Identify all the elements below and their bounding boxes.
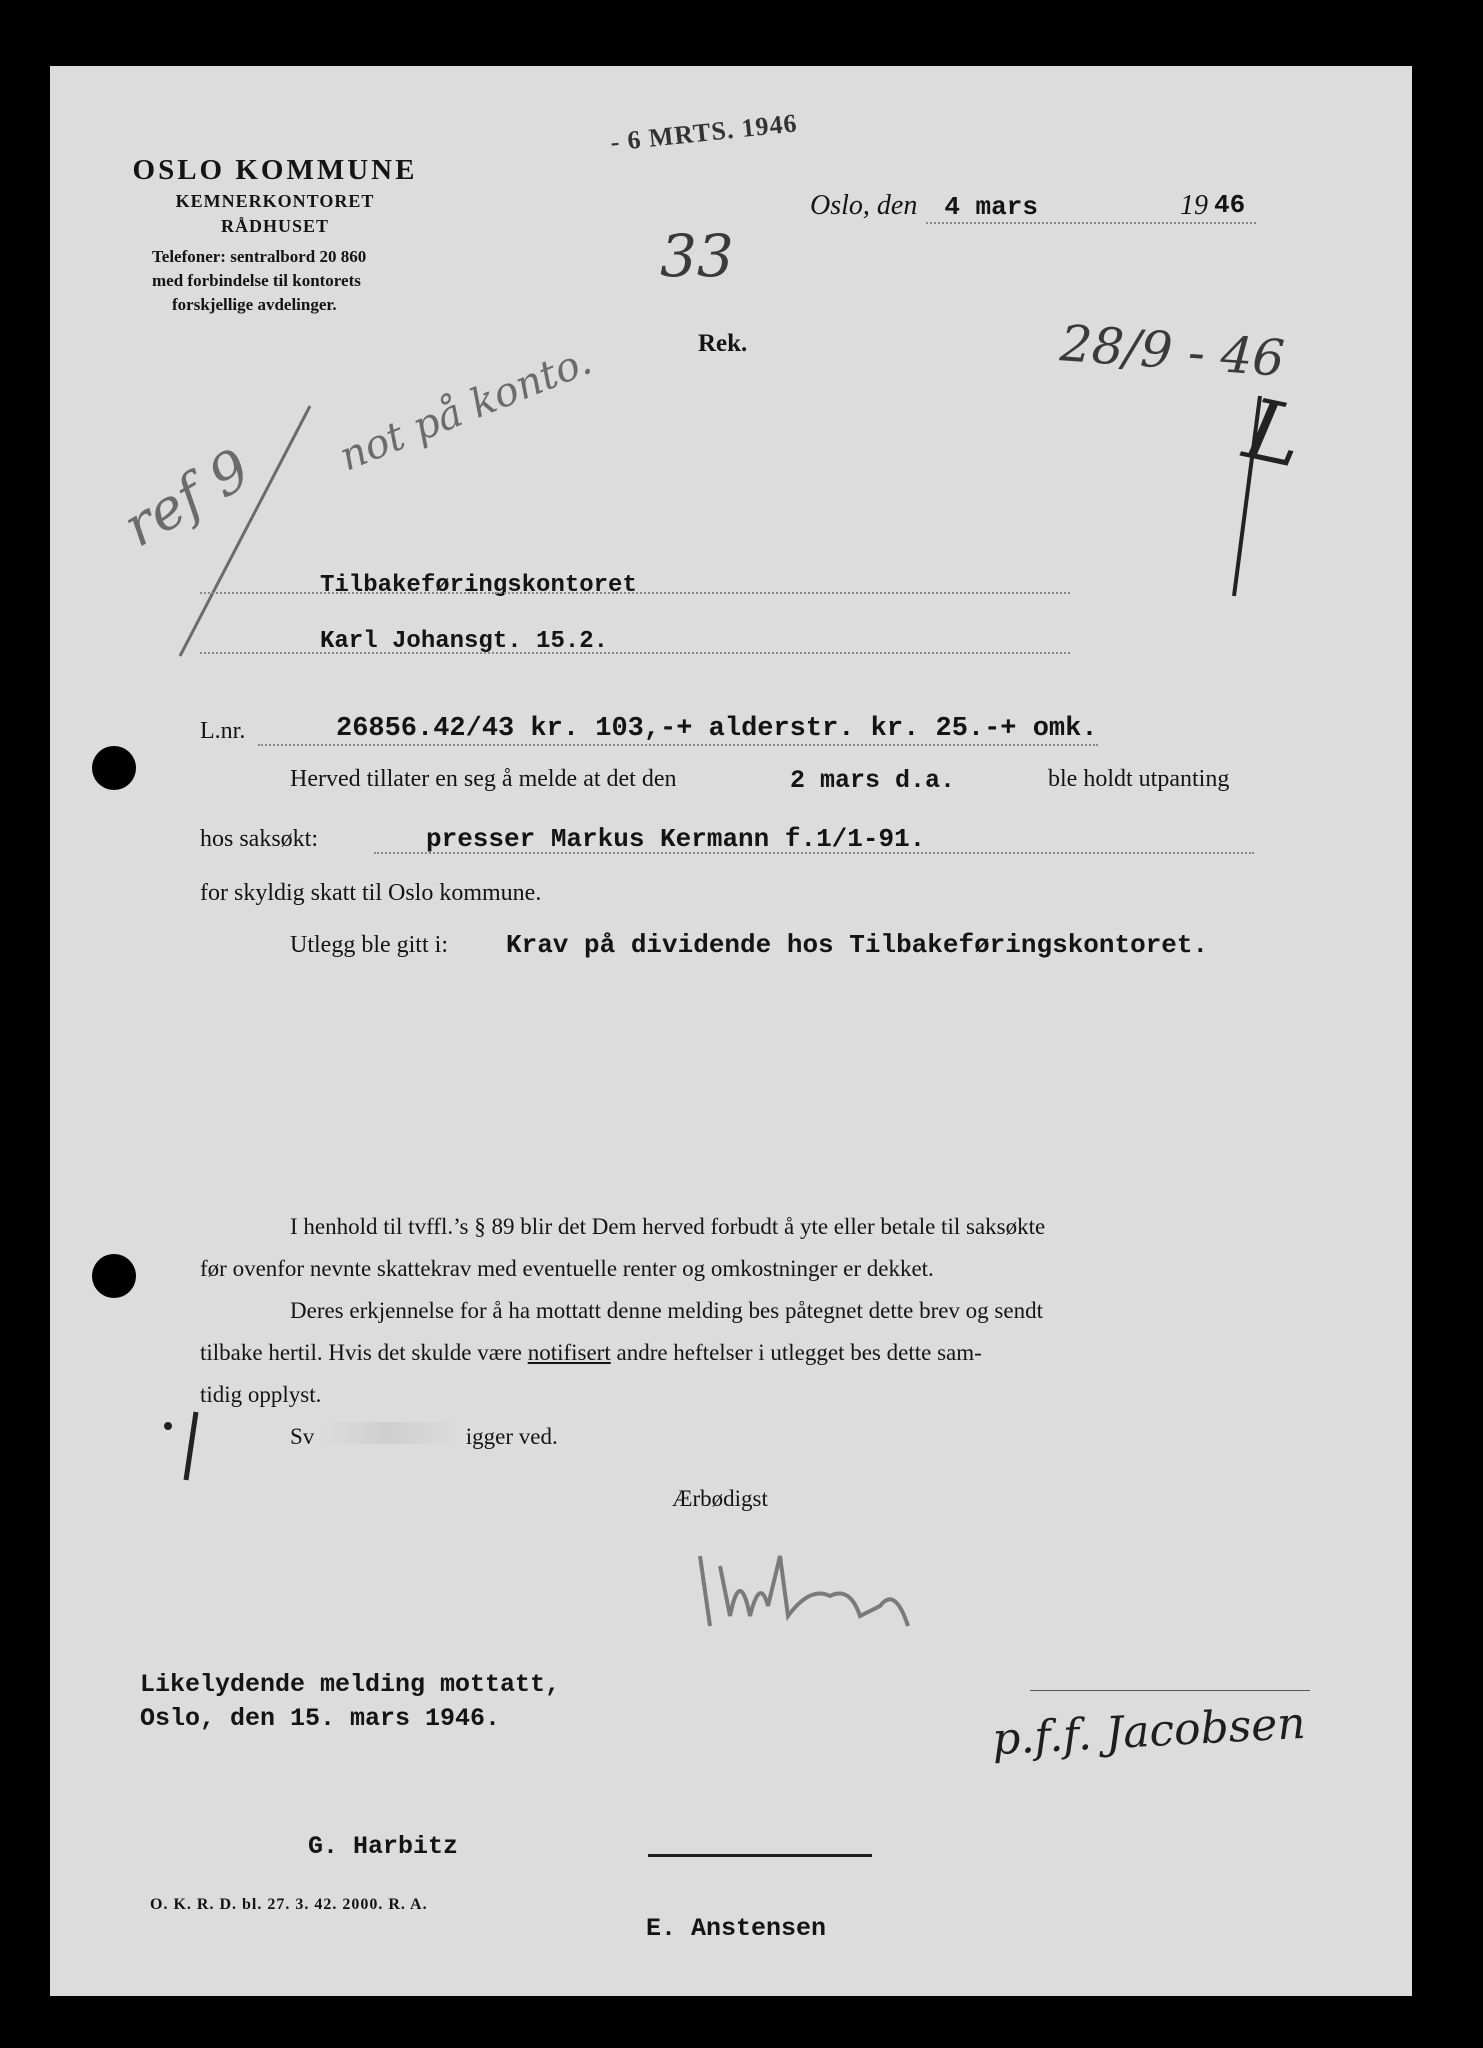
smudge — [320, 1422, 460, 1444]
pen-stroke-right — [1220, 376, 1290, 616]
seizure-object: Krav på dividende hos Tilbakeføringskontoret. — [506, 930, 1209, 960]
receipt-signature-line — [1030, 1690, 1310, 1691]
handwritten-number: 33 — [660, 222, 734, 290]
handwritten-date-note: 28/9 - 46 — [1058, 314, 1287, 388]
handwritten-margin-note-2: not på konto. — [333, 337, 598, 481]
place-date-prefix: Oslo, den — [810, 190, 918, 221]
body-line-4 — [290, 930, 1209, 960]
addressee-address: Karl Johansgt. 15.2. — [320, 628, 609, 655]
phone-line-3: forskjellige avdelinger. — [172, 295, 337, 314]
paragraph-1-line-2: før ovenfor nevnte skattekrav med eventuelle renter og omkostninger er dekket. — [200, 1256, 934, 1281]
body-line-1-pre: Herved tillater en seg å melde at det den — [290, 766, 677, 792]
body-line-1-post: ble holdt utpanting — [1048, 766, 1230, 792]
paragraph-3-post: igger ved. — [465, 1424, 558, 1449]
dept-name: KEMNERKONTORET — [175, 191, 375, 211]
body-line-2-pre: hos saksøkt: — [200, 826, 319, 852]
paragraph-3-pre: Sv — [290, 1424, 315, 1449]
body-line-3: for skyldig skatt til Oslo kommune. — [200, 880, 542, 906]
lnr-value: 26856.42/43 kr. 103,-+ alderstr. kr. 25.-+ omk. — [336, 714, 1098, 744]
notified-word: notifisert — [527, 1340, 611, 1365]
date-dotted-line — [926, 222, 1256, 224]
letterhead — [110, 154, 440, 315]
place-date — [810, 190, 1246, 222]
paragraph-2-line-2-post: andre heftelser i utlegget bes dette sam- — [616, 1340, 982, 1365]
addressee-name: Tilbakeføringskontoret — [320, 572, 637, 599]
letter-date: 4 mars — [944, 192, 1038, 222]
body-line-1 — [290, 766, 1230, 795]
handwritten-margin-note: ref 9 — [112, 436, 262, 561]
defendant-dotted-line — [374, 852, 1254, 854]
signer-right-line — [648, 1854, 872, 1857]
paragraph-3 — [290, 1422, 558, 1450]
punch-hole-bottom — [92, 1254, 136, 1298]
year-prefix: 19 — [1180, 190, 1208, 221]
official-signature — [640, 1526, 920, 1666]
enclosure-mark — [156, 1406, 216, 1486]
body-line-4-pre: Utlegg ble gitt i: — [290, 932, 448, 958]
paragraph-2-line-3: tidig opplyst. — [200, 1382, 322, 1407]
paragraph-1-line-1: I henhold til tvffl.’s § 89 blir det Dem herved forbudt å yte eller betale til saksøkte — [290, 1214, 1046, 1239]
phone-line-2: med forbindelse til kontorets — [152, 271, 361, 290]
paragraph-2-line-2 — [200, 1340, 982, 1366]
paragraph-2-line-2-pre: tilbake hertil. Hvis det skulde være — [200, 1340, 522, 1365]
org-name: OSLO KOMMUNE — [132, 154, 418, 186]
form-code: O. K. R. D. bl. 27. 3. 42. 2000. R. A. — [150, 1896, 428, 1913]
registered-label: Rek. — [698, 330, 748, 357]
receipt-line-2: Oslo, den 15. mars 1946. — [140, 1704, 501, 1733]
closing-salutation: Ærbødigst — [672, 1486, 768, 1511]
signer-left: G. Harbitz — [308, 1832, 459, 1861]
letter-page — [50, 66, 1412, 1996]
paragraph-2-line-1: Deres erkjennelse for å ha mottatt denne melding bes påtegnet dette brev og sendt — [290, 1298, 1043, 1323]
seizure-date: 2 mars d.a. — [790, 766, 956, 795]
punch-hole-top — [92, 746, 136, 790]
addressee-dotted-line-1 — [200, 592, 1070, 594]
phone-line-1: Telefoner: sentralbord 20 860 — [152, 247, 367, 266]
body-line-2 — [200, 824, 926, 854]
handwritten-initial: L — [1236, 379, 1312, 487]
lnr-label: L.nr. — [200, 718, 246, 744]
addressee-dotted-line-2 — [200, 652, 1070, 654]
building-name: RÅDHUSET — [220, 216, 330, 236]
receipt-signature: p.f.f. Jacobsen — [990, 1697, 1307, 1766]
signer-right: E. Anstensen — [646, 1914, 827, 1943]
defendant-name: presser Markus Kermann f.1/1-91. — [426, 824, 926, 854]
receipt-line-1: Likelydende melding mottatt, — [140, 1670, 561, 1699]
received-stamp: - 6 MRTS. 1946 — [608, 108, 799, 157]
lnr-dotted-line — [258, 744, 1098, 746]
year-suffix: 46 — [1214, 190, 1246, 220]
